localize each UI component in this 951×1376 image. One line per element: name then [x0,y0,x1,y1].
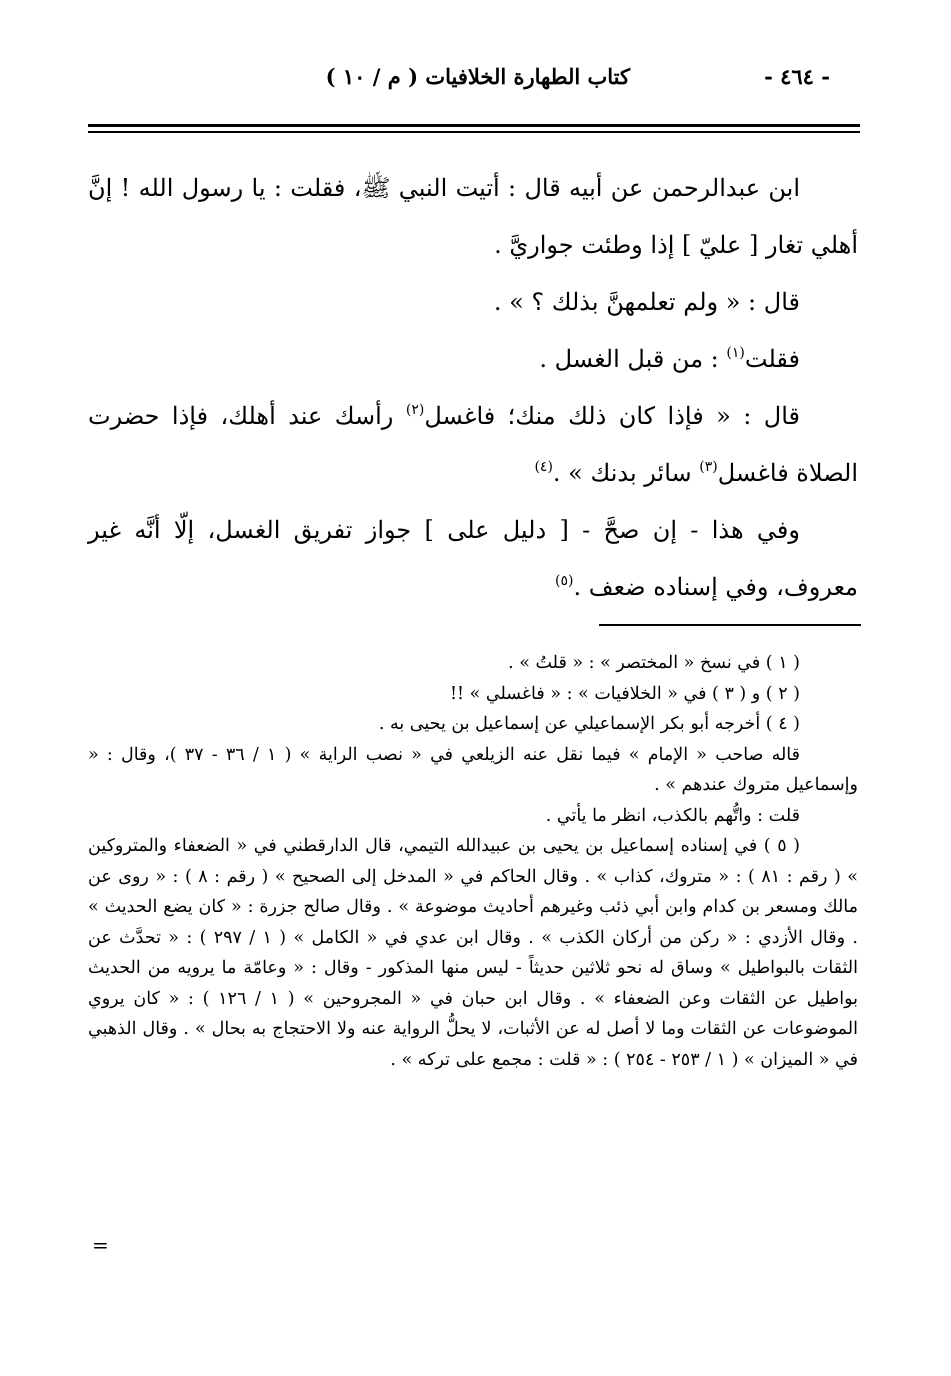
footnotes [88,648,858,1075]
footnote-ref-4: (٤) [534,459,553,475]
paragraph-3-text-b: : من قبل الغسل . [539,345,727,373]
paragraph-4-text-a: قال : « فإذا كان ذلك منك؛ فاغسل [424,402,801,430]
page-header [112,58,830,98]
header-rule-thin [88,131,860,133]
footnote-ref-1: (١) [726,345,745,361]
footnote-2-3: ( ٢ ) و ( ٣ ) في « الخلافيات » : « فاغسلي » !! [450,683,800,704]
footnote-4-continued: قاله صاحب « الإمام » فيما نقل عنه الزيلعي في « نصب الراية » ( ١ / ٣٦ - ٣٧ )، وقال : « وإسماعيل متروك عندهم » . [88,744,858,795]
footnote-4-comment: قلت : واتُّهم بالكذب، انظر ما يأتي . [545,805,800,826]
paragraph-4 [88,388,858,502]
footnote-separator [599,624,861,626]
footnote-ref-2: (٢) [405,402,425,418]
paragraph-3-text-a: فقلت [744,345,800,373]
footnote-1: ( ١ ) في نسخ « المختصر » : « قلتُ » . [508,653,800,673]
paragraph-5 [88,502,858,616]
paragraph-1: ابن عبدالرحمن عن أبيه قال : أتيت النبي ﷺ، فقلت : يا رسول الله ! إنَّ أهلي تغار [ عليّ ] إذا وطئت جواريَّ . [88,174,858,259]
continuation-mark: = [92,1233,109,1257]
paragraph-5-text: وفي هذا - إن صحَّ - [ دليل على ] جواز تفريق الغسل، إلّا أنَّه غير معروف، وفي إسناده ضعف . [88,516,858,601]
page-number: - ٤٦٤ - [764,64,830,89]
paragraph-4-text-b: رأسك عند أهلك، فإذا حضرت الصلاة فاغسل [88,402,858,487]
main-text [88,160,858,616]
header-rule-thick [88,124,860,127]
paragraph-4-text-c: سائر بدنك » . [552,459,700,487]
footnote-ref-3: (٣) [699,459,718,475]
running-title: كتاب الطهارة الخلافيات ( م / ١٠ ) [325,64,630,89]
footnote-5: ( ٥ ) في إسناده إسماعيل بن يحيى بن عبيدالله التيمي، قال الدارقطني في « الضعفاء والمتروكين » ( رقم : ٨١ ) : « متروك، كذاب » . وقال الحاكم في « المدخل إلى الصحيح » ( رقم : ٨ ) : « روى عن مالك ومسعر بن كدام وابن أبي ذئب وغيرهم أحاديث موضوعة » . وقال صالح جزرة : « كان يضع الحديث » . وقال الأزدي : « ركن من أركان الكذب » . وقال ابن عدي في « الكامل » ( ١ / ٢٩٧ ) : « تحدَّث عن الثقات بالبواطيل » وساق له نحو ثلاثين حديثاً - ليس منها المذكور - وقال : « وعامّة ما يرويه من الحديث بواطيل عن الثقات وعن الضعفاء » . وقال ابن حبان في « المجروحين » ( ١ / ١٢٦ ) : « كان يروي الموضوعات عن الثقات وما لا أصل له عن الأثبات، لا يحلُّ الرواية عنه ولا الاحتجاج به بحال » . وقال الذهبي في « الميزان » ( ١ / ٢٥٣ - ٢٥٤ ) : « قلت : مجمع على تركه » . [88,836,859,1070]
paragraph-2: قال : « ولم تعلمهنَّ بذلك ؟ » . [493,288,800,316]
paragraph-3 [88,331,858,388]
footnote-ref-5: (٥) [555,573,574,589]
footnote-4: ( ٤ ) أخرجه أبو بكر الإسماعيلي عن إسماعيل بن يحيى به . [378,714,800,734]
